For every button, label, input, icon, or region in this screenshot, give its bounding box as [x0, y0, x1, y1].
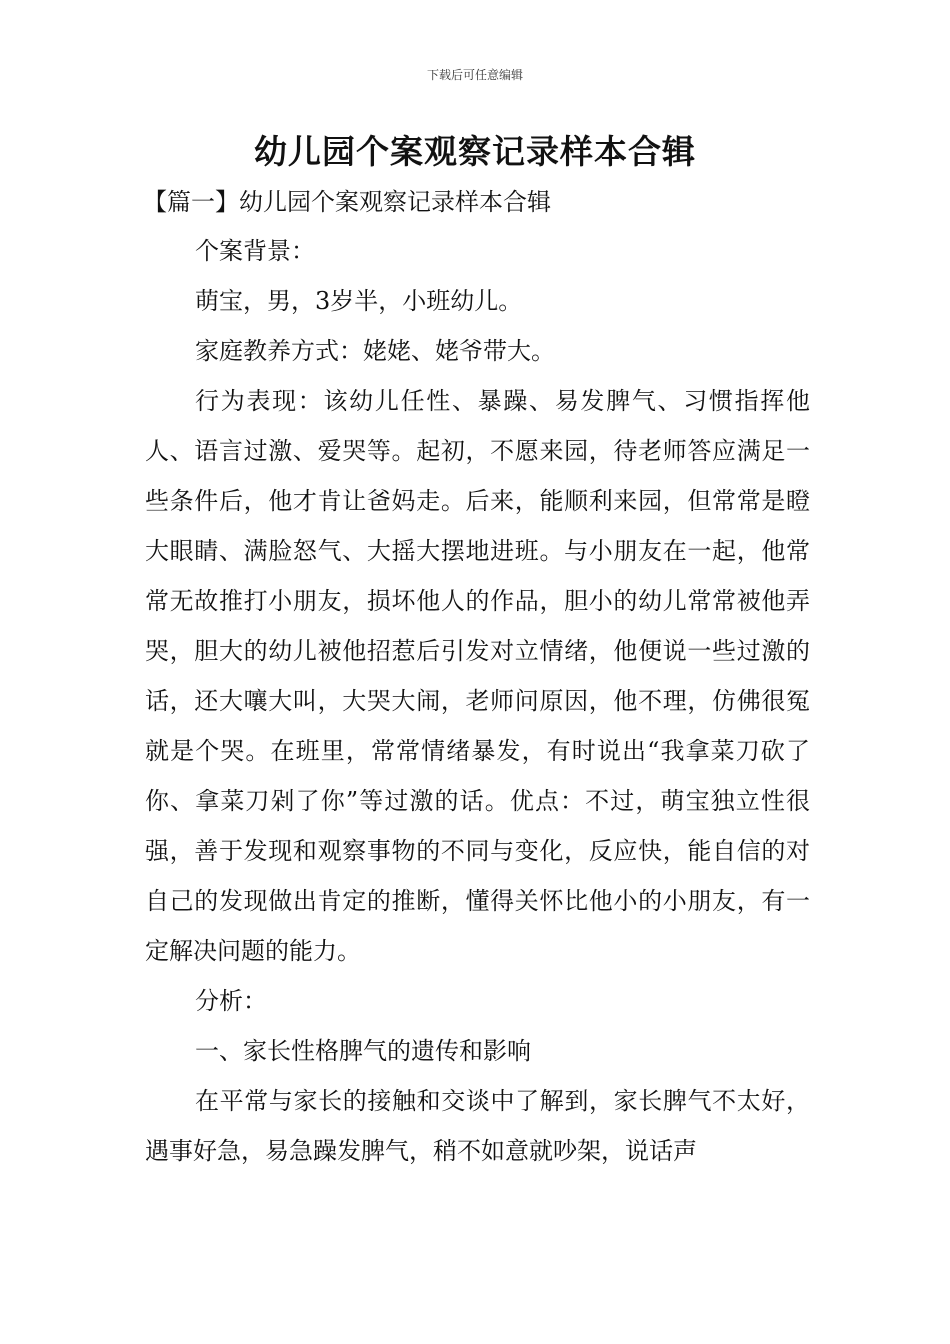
paragraph-case-background: 个案背景：	[195, 237, 315, 265]
header-note: 下载后可任意编辑	[426, 68, 523, 82]
paragraph-child-info: 萌宝，男，3岁半，小班幼儿。	[195, 287, 523, 315]
paragraph-analysis-point-one: 一、家长性格脾气的遗传和影响	[195, 1037, 531, 1065]
paragraph-analysis-heading: 分析：	[195, 987, 267, 1015]
paragraph-family-upbringing: 家庭教养方式：姥姥、姥爷带大。	[195, 337, 555, 365]
document-body	[145, 226, 810, 1176]
paragraph-parent-temper: 在平常与家长的接触和交谈中了解到，家长脾气不太好，遇事好急，易急躁发脾气，稍不如意就吵架，说话声	[145, 1087, 810, 1165]
paragraph-behavior: 行为表现：该幼儿任性、暴躁、易发脾气、习惯指挥他人、语言过激、爱哭等。起初，不愿来园，待老师答应满足一些条件后，他才肯让爸妈走。后来，能顺利来园，但常常是瞪大眼睛、满脸怒气、大摇大摆地进班。与小朋友在一起，他常常无故推打小朋友，损坏他人的作品，胆小的幼儿常常被他弄哭，胆大的幼儿被他招惹后引发对立情绪，他便说一些过激的话，还大嚷大叫，大哭大闹，老师问原因，他不理，仿佛很冤就是个哭。在班里，常常情绪暴发，有时说出“我拿菜刀砍了你、拿菜刀剁了你”等过激的话。优点：不过，萌宝独立性很强，善于发现和观察事物的不同与变化，反应快，能自信的对自己的发现做出肯定的推断，懂得关怀比他小的小朋友，有一定解决问题的能力。	[145, 387, 810, 965]
section-heading: 【篇一】幼儿园个案观察记录样本合辑	[143, 188, 551, 216]
document-title: 幼儿园个案观察记录样本合辑	[254, 132, 696, 171]
